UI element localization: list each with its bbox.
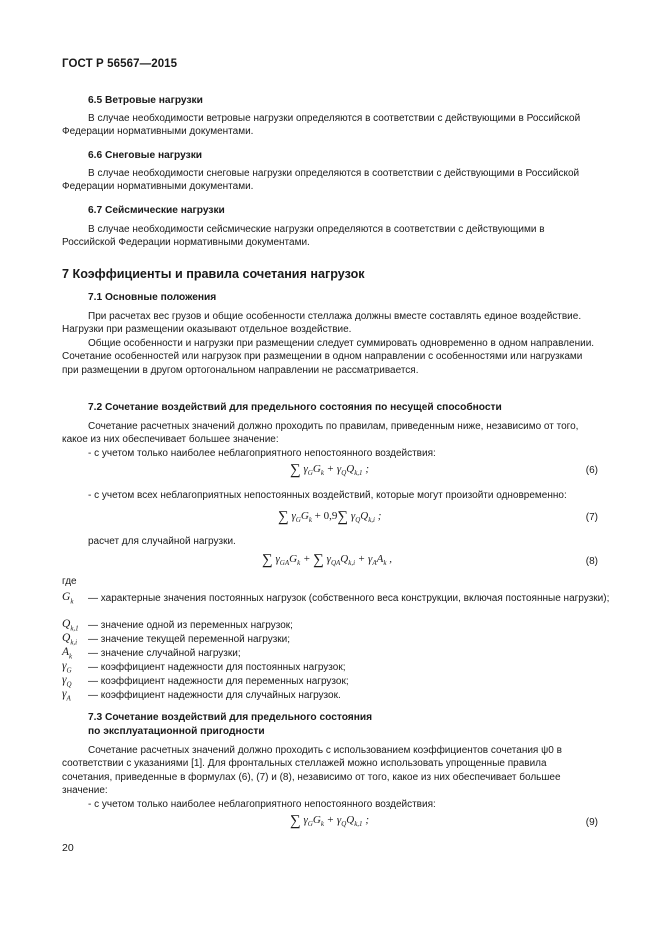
where-label: где <box>62 576 77 587</box>
legend-text-qk1: — значение одной из переменных нагрузок; <box>88 620 293 631</box>
legend-symbol-gamma-g: $\gamma_G$ <box>62 660 72 675</box>
section-7-2-heading: 7.2 Сочетание воздействий для предельного состояния по несущей способности <box>88 402 502 413</box>
section-7-1-heading: 7.1 Основные положения <box>88 292 217 303</box>
section-7-1-para-1: При расчетах вес грузов и общие особенности стеллажа должны вместе составлять единое воздействие. Нагрузки при размещении оказывают отдельное воздействие. <box>62 311 582 336</box>
legend-text-qki: — значение текущей переменной нагрузки; <box>88 634 291 645</box>
document-header: ГОСТ Р 56567—2015 <box>62 58 178 70</box>
legend-text-gk: — характерные значения постоянных нагрузок (собственного веса конструкции, включая постоянные нагрузки); <box>88 593 610 604</box>
section-7-1-para-2: Общие особенности и нагрузки при размещении следует суммировать одновременно в одном направлении. Сочетание особенностей или нагрузок при размещении в одном направлении с особенностями или нагрузками при размещении в другом ортогональном направлении не рассматривается. <box>62 338 595 376</box>
legend-symbol-gk: $G_k$ <box>62 591 74 606</box>
section-6-5-text: В случае необходимости ветровые нагрузки определяются в соответствии с действующими в Российской Федерации нормативными документами. <box>62 113 581 138</box>
page-number: 20 <box>62 842 74 854</box>
section-7-3-heading-line-1: 7.3 Сочетание воздействий для предельного состояния <box>88 712 373 723</box>
formula-6: ∑ $\gamma_GG_k + \gamma_QQ_{k,1}$ ; <box>290 462 369 478</box>
legend-text-gamma-q: — коэффициент надежности для переменных нагрузок; <box>88 676 349 687</box>
section-6-7-heading: 6.7 Сейсмические нагрузки <box>88 205 225 216</box>
legend-text-gamma-g: — коэффициент надежности для постоянных нагрузок; <box>88 662 346 673</box>
formula-8: ∑ $\gamma_{GA}G_k$ + ∑ $\gamma_{QA}Q_{k,i} + \gamma_AA_k$ , <box>262 552 392 568</box>
section-6-6-heading: 6.6 Снеговые нагрузки <box>88 150 203 161</box>
formula-7-number: (7) <box>585 512 598 523</box>
legend-symbol-ak: $A_k$ <box>62 646 73 661</box>
section-7-3-heading-line-2: по эксплуатационной пригодности <box>88 726 265 737</box>
section-6-6-text: В случае необходимости снеговые нагрузки определяются в соответствии с действующими в Российской Федерации нормативными документами. <box>62 168 580 193</box>
formula-8-number: (8) <box>585 556 598 567</box>
formula-6-number: (6) <box>585 465 598 476</box>
legend-text-ak: — значение случайной нагрузки; <box>88 648 241 659</box>
formula-9: ∑ $\gamma_GG_k + \gamma_QQ_{k,1}$ ; <box>290 813 369 829</box>
section-7-2-item-2: - с учетом всех неблагоприятных непостоянных воздействий, которые могут произойти одновременно: <box>88 490 567 501</box>
legend-symbol-qki: $Q_{k,i}$ <box>62 632 78 647</box>
legend-text-gamma-a: — коэффициент надежности для случайных нагрузок. <box>88 690 341 701</box>
section-7-2-item-1: - с учетом только наиболее неблагоприятного непостоянного воздействия: <box>88 448 436 459</box>
formula-9-number: (9) <box>585 817 598 828</box>
section-7-2-item-3: расчет для случайной нагрузки. <box>88 536 236 547</box>
section-7-3-para-1: Сочетание расчетных значений должно проходить с использованием коэффициентов сочетания ψ0 в соответствии с указаниями [1]. Для фронтальных стеллажей можно использовать упрощенные правила сочетания, приведенные в формулах (6), (7) и (8), независимо от того, какое из них обеспечивает большее значение: <box>62 745 562 796</box>
legend-symbol-gamma-a: $\gamma_A$ <box>62 688 71 703</box>
section-7-3-item-1: - с учетом только наиболее неблагоприятного непостоянного воздействия: <box>88 799 436 810</box>
section-6-5-heading: 6.5 Ветровые нагрузки <box>88 95 203 106</box>
section-6-7-text: В случае необходимости сейсмические нагрузки определяются в соответствии с действующими в Российской Федерации нормативными документами. <box>62 224 545 249</box>
legend-symbol-qk1: $Q_{k,1}$ <box>62 618 79 633</box>
legend-symbol-gamma-q: $\gamma_Q$ <box>62 674 72 689</box>
section-7-2-para-1: Сочетание расчетных значений должно проходить по правилам, приведенным ниже, независимо от того, какое из них обеспечивает большее значение: <box>62 421 579 446</box>
section-7-heading: 7 Коэффициенты и правила сочетания нагрузок <box>62 267 365 281</box>
formula-7: ∑ $\gamma_GG_k + 0,9\sum$ $\gamma_QQ_{k,i}$ ; <box>278 509 382 525</box>
formula-7-coef: + 0,9 <box>314 510 338 522</box>
